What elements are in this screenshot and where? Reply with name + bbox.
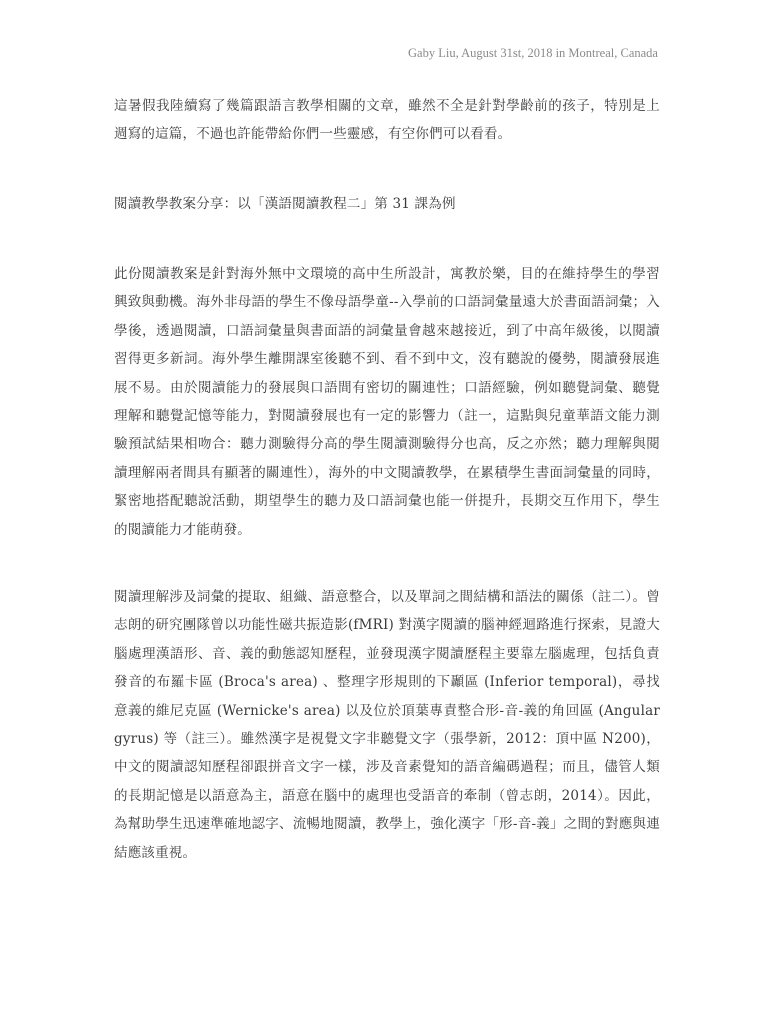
body-paragraph-1: 此份閱讀教案是針對海外無中文環境的高中生所設計，寓教於樂，目的在維持學生的學習興致與動機。海外非母語的學生不像母語學童--入學前的口語詞彙量遠大於書面語詞彙；入學後，透過閱讀，口語詞彙量與書面語的詞彙量會越來越接近，到了中高年級後，以閱讀習得更多新詞。海外學生離開課室後聽不到、看不到中文，沒有聽說的優勢，閱讀發展進展不易。由於閱讀能力的發展與口語間有密切的關連性；口語經驗，例如聽覺詞彙、聽覺理解和聽覺記憶等能力，對閱讀發展也有一定的影響力（註一，這點與兒童華語文能力測驗預試結果相吻合：聽力測驗得分高的學生閱讀測驗得分也高，反之亦然；聽力理解與閱讀理解兩者間具有顯著的關連性），海外的中文閱讀教學，在累積學生書面詞彙量的同時，緊密地搭配聽說活動，期望學生的聽力及口語詞彙也能一併提升，長期交互作用下，學生的閱讀能力才能萌發。 — [114, 266, 660, 538]
article-title: 閱讀教學教案分享：以「漢語閱讀教程二」第 31 課為例 — [114, 196, 456, 212]
body-paragraph-2: 閱讀理解涉及詞彙的提取、組織、語意整合，以及單詞之間結構和語法的關係（註二）。曾志朗的研究團隊曾以功能性磁共振造影(fMRI) 對漢字閱讀的腦神經迴路進行探索，見證大腦處理漢語形、音、義的動態認知歷程，並發現漢字閱讀歷程主要靠左腦處理，包括負責發音的布羅卡區 (Broca's area) 、整理字形規則的下顳區 (Inferior temporal)，尋找意義的維尼克區 (Wernicke's area) 以及位於頂葉專責整合形-音-義的角回區 (Angular gyrus) 等（註三）。雖然漢字是視覺文字非聽覺文字（張學新，2012：頂中區 N200)，中文的閱讀認知歷程卻跟拼音文字一樣，涉及音素覺知的語音編碼過程；而且，儘管人類的長期記憶是以語意為主，語意在腦中的處理也受語音的牽制（曾志朗，2014）。因此，為幫助學生迅速準確地認字、流暢地閱讀，教學上，強化漢字「形-音-義」之間的對應與連結應該重視。 — [114, 589, 660, 861]
intro-paragraph: 這暑假我陸續寫了幾篇跟語言教學相關的文章，雖然不全是針對學齡前的孩子，特別是上週寫的這篇，不過也許能帶給你們一些靈感，有空你們可以看看。 — [114, 98, 660, 143]
author-byline: Gaby Liu, August 31st, 2018 in Montreal, Canada — [408, 46, 658, 60]
